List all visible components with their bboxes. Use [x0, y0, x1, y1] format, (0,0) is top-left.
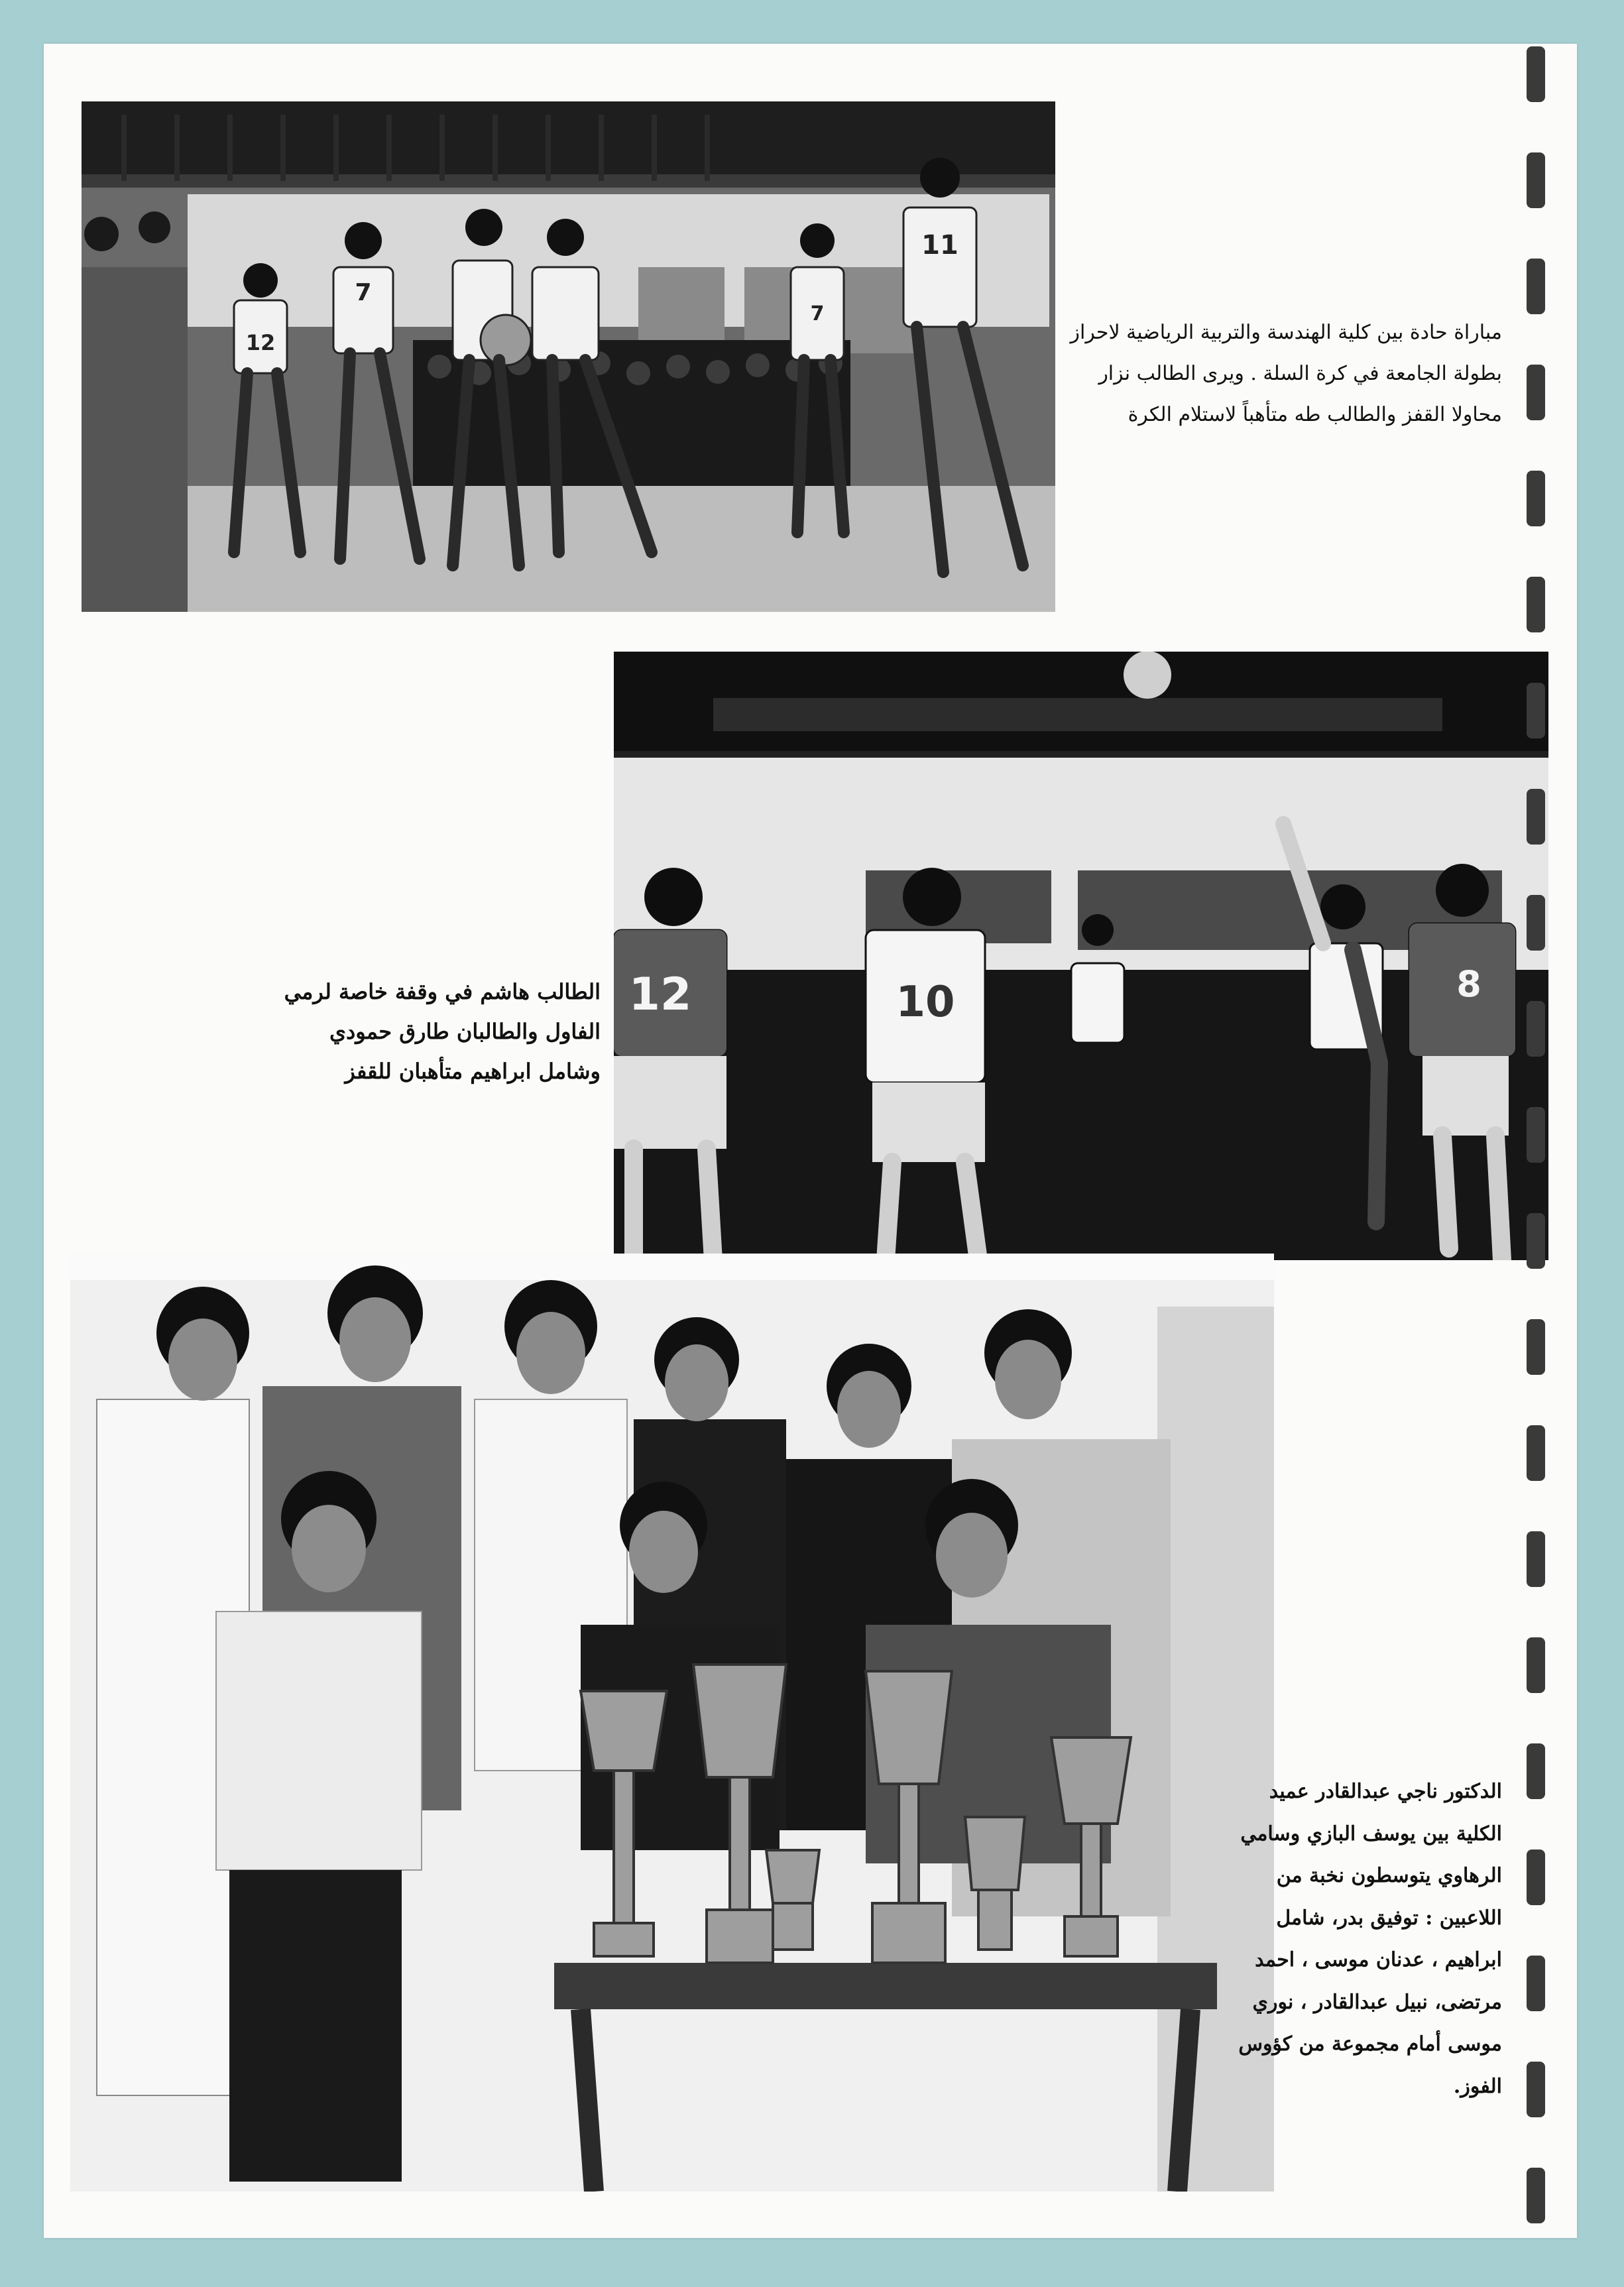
- match-photo: [82, 101, 1055, 612]
- jersey-number: 12: [628, 968, 692, 1021]
- jersey-number: 11: [921, 230, 958, 261]
- student-caption: [243, 972, 601, 1091]
- jersey-number: 7: [355, 279, 372, 306]
- jersey-number: 10: [896, 978, 955, 1027]
- free-throw-photo: [614, 652, 1548, 1260]
- caption-line: اللاعبين : توفيق بدر، شامل: [1276, 1906, 1502, 1930]
- caption-line: ابراهيم ، عدنان موسى ، احمد: [1255, 1948, 1502, 1971]
- team-caption: [1217, 1771, 1502, 2107]
- scrapbook-page: [44, 44, 1577, 2238]
- caption-line: الرهاوي يتوسطون نخبة من: [1276, 1864, 1502, 1887]
- caption-line: محاولا القفز والطالب طه متأهباً لاستلام الكرة: [1128, 403, 1502, 426]
- binding-holes: [1524, 44, 1550, 2238]
- jersey-number: 7: [810, 302, 825, 325]
- caption-line: موسى أمام مجموعة من كؤوس: [1238, 2032, 1502, 2056]
- caption-line: الفاول والطالبان طارق حمودي: [329, 1019, 601, 1044]
- jersey-number: 8: [1456, 963, 1481, 1005]
- caption-line: الفوز.: [1453, 2074, 1502, 2098]
- jersey-number: 12: [245, 330, 276, 355]
- caption-line: بطولة الجامعة في كرة السلة . ويرى الطالب نزار: [1098, 362, 1502, 385]
- caption-line: الكلية بين يوسف البازي وسامي: [1240, 1822, 1502, 1846]
- caption-line: مرتضى، نبيل عبدالقادر ، نوري: [1252, 1990, 1502, 2014]
- team-trophies-photo: [70, 1254, 1274, 2192]
- caption-line: الدكتور ناجي عبدالقادر عميد: [1269, 1780, 1502, 1803]
- caption-line: الطالب هاشم في وقفة خاصة لرمي: [284, 979, 601, 1004]
- match-caption: [1025, 312, 1502, 436]
- caption-line: وشامل ابراهيم متأهبان للقفز: [345, 1059, 601, 1084]
- caption-line: مباراة حادة بين كلية الهندسة والتربية الرياضية لاحراز: [1070, 321, 1502, 344]
